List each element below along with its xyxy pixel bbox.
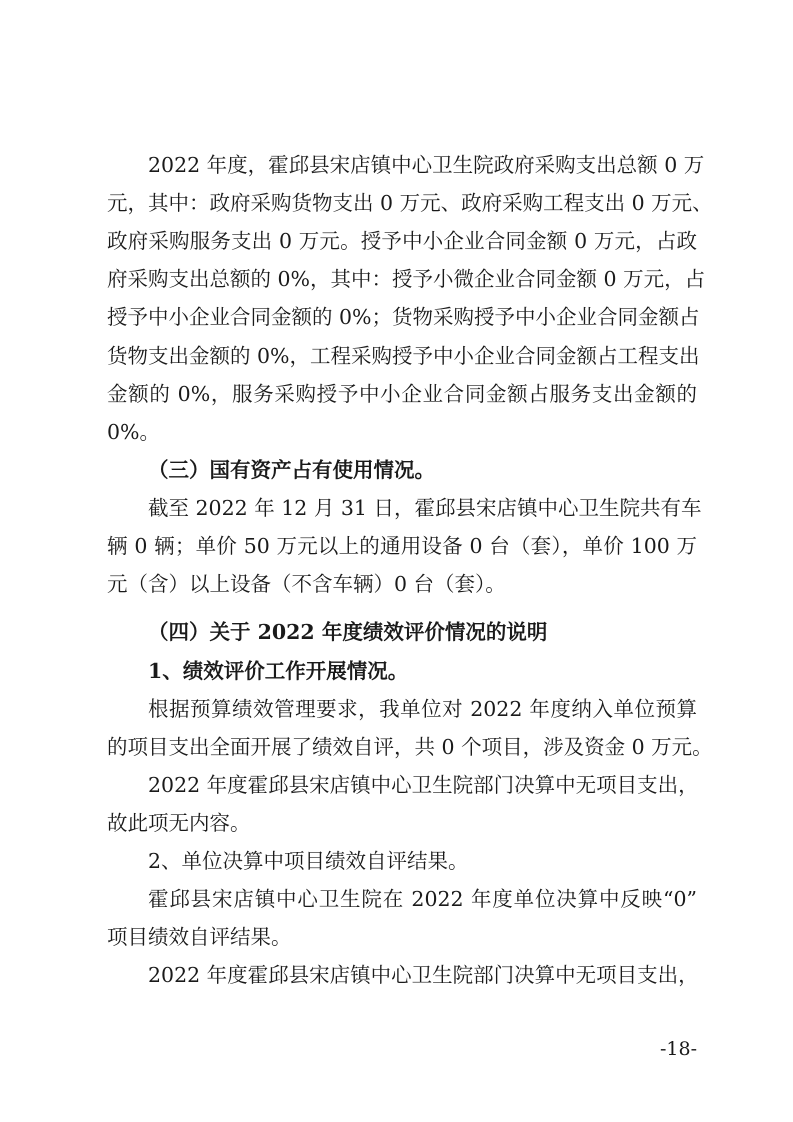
paragraph-line: 根据预算绩效管理要求，我单位对 2022 年度纳入单位预算 [148, 696, 697, 721]
paragraph-line: 辆 0 辆；单价 50 万元以上的通用设备 0 台（套），单价 100 万 [107, 534, 697, 558]
paragraph-line: 2022 年度，霍邱县宋店镇中心卫生院政府采购支出总额 0 万 [148, 153, 705, 177]
paragraph-line: 截至 2022 年 12 月 31 日，霍邱县宋店镇中心卫生院共有车 [148, 495, 702, 520]
paragraph-line: 授予中小企业合同金额的 0%；货物采购授予中小企业合同金额占 [107, 305, 700, 330]
section-heading: （三）国有资产占有使用情况。 [148, 457, 435, 482]
paragraph-line: 政府采购服务支出 0 万元。授予中小企业合同金额 0 万元，占政 [107, 229, 697, 254]
paragraph-line: 的项目支出全面开展了绩效自评，共 0 个项目，涉及资金 0 万元。 [107, 734, 713, 759]
paragraph-line: 元，其中：政府采购货物支出 0 万元、政府采购工程支出 0 万元、 [107, 191, 713, 216]
paragraph-line: 府采购支出总额的 0%，其中：授予小微企业合同金额 0 万元，占 [107, 267, 706, 292]
paragraph-line: 金额的 0%，服务采购授予中小企业合同金额占服务支出金额的 [107, 381, 697, 406]
paragraph-line: 2022 年度霍邱县宋店镇中心卫生院部门决算中无项目支出， [148, 772, 699, 797]
paragraph-line: 0%。 [107, 419, 161, 444]
paragraph-line: 元（含）以上设备（不含车辆）0 台（套）。 [107, 572, 506, 597]
paragraph-line: 货物支出金额的 0%，工程采购授予中小企业合同金额占工程支出 [107, 343, 700, 368]
paragraph-line: 2022 年度霍邱县宋店镇中心卫生院部门决算中无项目支出， [148, 963, 699, 988]
section-heading: 1、绩效评价工作开展情况。 [148, 658, 409, 683]
paragraph-line: 故此项无内容。 [107, 810, 251, 835]
page-number: -18- [659, 1038, 697, 1060]
paragraph-line: 项目绩效自评结果。 [107, 925, 292, 950]
paragraph-line: 霍邱县宋店镇中心卫生院在 2022 年度单位决算中反映“0” [148, 887, 697, 912]
paragraph-line: 2、单位决算中项目绩效自评结果。 [148, 849, 469, 874]
section-heading: （四）关于 2022 年度绩效评价情况的说明 [148, 620, 548, 645]
